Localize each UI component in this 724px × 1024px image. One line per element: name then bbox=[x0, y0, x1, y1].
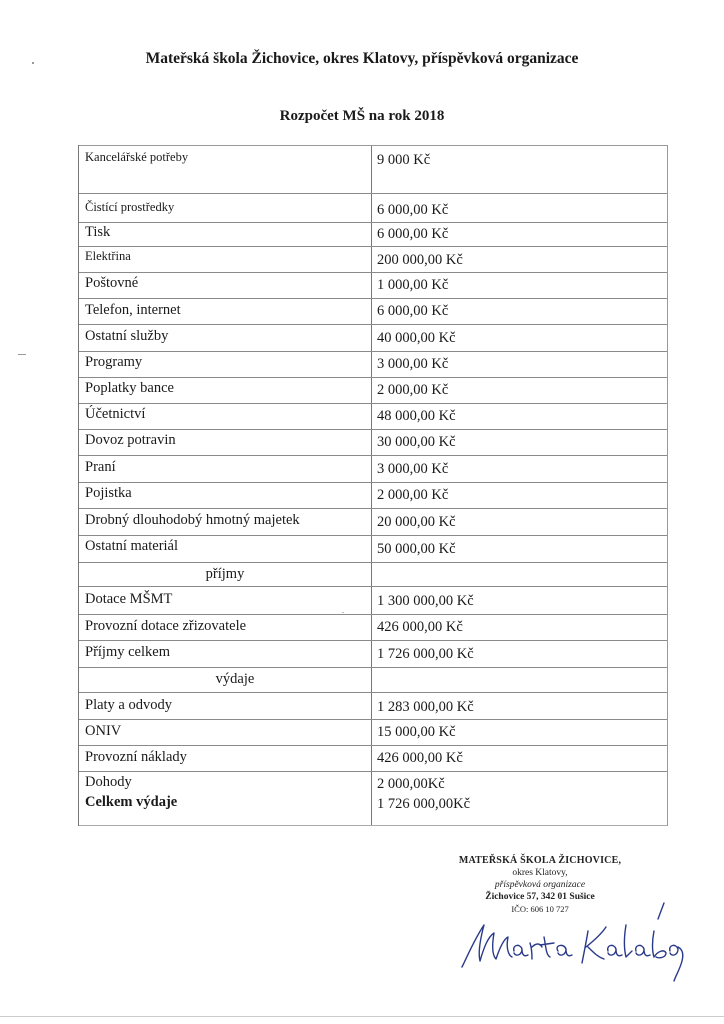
row-value: 2 000,00 Kč bbox=[377, 487, 449, 503]
row-value: 1 300 000,00 Kč bbox=[377, 593, 474, 609]
table-row bbox=[79, 298, 667, 324]
table-row bbox=[79, 745, 667, 771]
table-row bbox=[79, 377, 667, 403]
scan-speck bbox=[32, 62, 34, 64]
row-label: Praní bbox=[85, 459, 116, 475]
row-label: Dotace MŠMT bbox=[85, 591, 173, 607]
document-title: Rozpočet MŠ na rok 2018 bbox=[279, 108, 445, 124]
total-expenses-label: Celkem výdaje bbox=[85, 794, 178, 810]
row-label: Platy a odvody bbox=[85, 697, 172, 713]
row-label: Dohody bbox=[85, 774, 132, 790]
row-value: 1 726 000,00 Kč bbox=[377, 646, 474, 662]
row-value: 6 000,00 Kč bbox=[377, 226, 449, 242]
row-label: Ostatní materiál bbox=[85, 538, 179, 554]
table-row bbox=[79, 246, 667, 272]
row-label: Kancelářské potřeby bbox=[85, 150, 189, 164]
stamp-address: Žichovice 57, 342 01 Sušice bbox=[485, 892, 595, 902]
row-value: 15 000,00 Kč bbox=[377, 724, 456, 740]
row-value: 3 000,00 Kč bbox=[377, 461, 449, 477]
row-value: 426 000,00 Kč bbox=[377, 619, 463, 635]
row-label: Provozní náklady bbox=[85, 749, 187, 765]
table-row bbox=[79, 429, 667, 455]
row-label: Provozní dotace zřizovatele bbox=[85, 618, 247, 634]
row-label: Elektřina bbox=[85, 249, 131, 263]
table-row bbox=[79, 145, 667, 193]
row-value: 48 000,00 Kč bbox=[377, 408, 456, 424]
row-value: 9 000 Kč bbox=[377, 152, 431, 168]
row-label: Pojistka bbox=[85, 485, 132, 501]
table-row bbox=[79, 614, 667, 640]
row-value: 2 000,00Kč bbox=[377, 776, 445, 792]
row-label: Tisk bbox=[85, 224, 111, 240]
row-value: 40 000,00 Kč bbox=[377, 330, 456, 346]
table-row bbox=[79, 455, 667, 482]
budget-table bbox=[78, 145, 668, 826]
stamp-org-type: příspěvková organizace bbox=[494, 880, 586, 890]
row-label: Drobný dlouhodobý hmotný majetek bbox=[85, 512, 300, 528]
row-value: 1 000,00 Kč bbox=[377, 277, 449, 293]
table-row bbox=[79, 272, 667, 298]
scan-speck bbox=[18, 354, 26, 355]
row-value: 426 000,00 Kč bbox=[377, 750, 463, 766]
total-expenses-value: 1 726 000,00Kč bbox=[377, 796, 471, 812]
row-label: Telefon, internet bbox=[85, 302, 181, 318]
table-row bbox=[79, 719, 667, 745]
row-value: 6 000,00 Kč bbox=[377, 202, 449, 218]
table-row bbox=[79, 193, 667, 222]
table-row bbox=[79, 403, 667, 429]
row-label: Poplatky bance bbox=[85, 380, 174, 396]
row-value: 50 000,00 Kč bbox=[377, 541, 456, 557]
stamp-school-name: MATEŘSKÁ ŠKOLA ŽICHOVICE, bbox=[458, 855, 622, 866]
table-row bbox=[79, 667, 667, 692]
table-row bbox=[79, 222, 667, 246]
handwritten-signature bbox=[450, 895, 690, 985]
row-label: Poštovné bbox=[85, 275, 139, 291]
row-value: 30 000,00 Kč bbox=[377, 434, 456, 450]
section-heading-income: příjmy bbox=[205, 566, 245, 582]
row-value: 6 000,00 Kč bbox=[377, 303, 449, 319]
organization-heading: Mateřská škola Žichovice, okres Klatovy, příspěvková organizace bbox=[145, 50, 579, 67]
row-label: Účetnictví bbox=[85, 406, 146, 422]
row-label: Ostatní služby bbox=[85, 328, 169, 344]
table-row bbox=[79, 562, 667, 586]
table-row bbox=[79, 508, 667, 535]
table-bottom-border bbox=[79, 825, 667, 826]
row-value: 20 000,00 Kč bbox=[377, 514, 456, 530]
stamp-district: okres Klatovy, bbox=[512, 868, 568, 878]
table-row bbox=[79, 640, 667, 667]
stamp-ico: IČO: 606 10 727 bbox=[511, 904, 569, 914]
row-value: 200 000,00 Kč bbox=[377, 252, 463, 268]
row-label: Příjmy celkem bbox=[85, 644, 170, 660]
page-bottom-edge bbox=[0, 1016, 724, 1017]
row-label: Programy bbox=[85, 354, 143, 370]
row-label: Čistící prostředky bbox=[85, 200, 175, 214]
table-row bbox=[79, 482, 667, 508]
table-row bbox=[79, 692, 667, 719]
row-value: 2 000,00 Kč bbox=[377, 382, 449, 398]
row-value: 3 000,00 Kč bbox=[377, 356, 449, 372]
table-row bbox=[79, 351, 667, 377]
row-value: 1 283 000,00 Kč bbox=[377, 699, 474, 715]
scan-speck bbox=[342, 612, 344, 613]
section-heading-expenses: výdaje bbox=[215, 671, 255, 687]
table-row bbox=[79, 771, 667, 825]
row-label: ONIV bbox=[85, 723, 122, 739]
table-row bbox=[79, 535, 667, 562]
table-row bbox=[79, 586, 667, 614]
row-label: Dovoz potravin bbox=[85, 432, 176, 448]
table-row bbox=[79, 324, 667, 351]
